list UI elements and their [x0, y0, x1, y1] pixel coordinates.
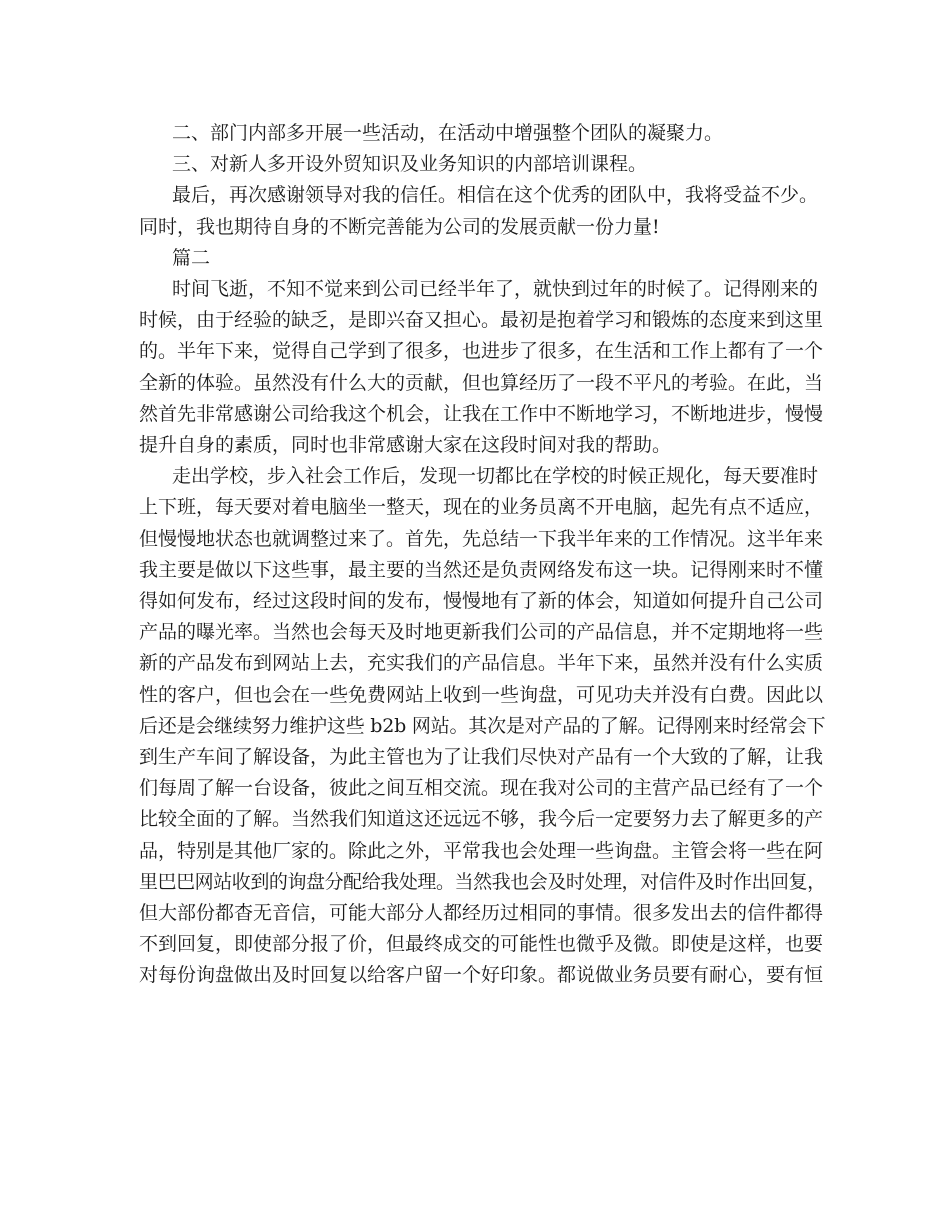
text-line: 比较全面的了解。当然我们知道这还远远不够，我今后一定要努力去了解更多的产 — [139, 808, 824, 830]
text-line: 二、部门内部多开展一些活动，在活动中增强整个团队的凝聚力。 — [172, 122, 724, 144]
text-line: 走出学校，步入社会工作后，发现一切都比在学校的时候正规化，每天要准时 — [172, 465, 819, 487]
text-line: 不到回复，即使部分报了价，但最终成交的可能性也微乎及微。即使是这样，也要 — [139, 933, 824, 955]
text-line: 时候，由于经验的缺乏，是即兴奋又担心。最初是抱着学习和锻炼的态度来到这里 — [139, 309, 824, 331]
text-line: 新的产品发布到网站上去，充实我们的产品信息。半年下来，虽然并没有什么实质 — [139, 652, 824, 674]
text-line: 产品的曝光率。当然也会每天及时地更新我们公司的产品信息，并不定期地将一些 — [139, 621, 824, 643]
text-line: 时间飞逝，不知不觉来到公司已经半年了，就快到过年的时候了。记得刚来的 — [172, 278, 819, 300]
text-line: 但大部份都杳无音信，可能大部分人都经历过相同的事情。很多发出去的信件都得 — [139, 902, 824, 924]
text-line: 三、对新人多开设外贸知识及业务知识的内部培训课程。 — [172, 153, 648, 175]
text-line: 我主要是做以下这些事，最主要的当然还是负责网络发布这一块。记得刚来时不懂 — [139, 559, 824, 581]
text-line: 后还是会继续努力维护这些 b2b 网站。其次是对产品的了解。记得刚来时经常会下 — [139, 715, 826, 737]
text-line: 品，特别是其他厂家的。除此之外，平常我也会处理一些询盘。主管会将一些在阿 — [139, 840, 824, 862]
text-line: 里巴巴网站收到的询盘分配给我处理。当然我也会及时处理，对信件及时作出回复， — [139, 871, 826, 893]
text-line: 们每周了解一台设备，彼此之间互相交流。现在我对公司的主营产品已经有了一个 — [139, 777, 824, 799]
text-line: 上下班，每天要对着电脑坐一整天，现在的业务员离不开电脑，起先有点不适应， — [139, 496, 824, 518]
text-line: 同时，我也期待自身的不断完善能为公司的发展贡献一份力量! — [139, 216, 660, 238]
text-line: 但慢慢地状态也就调整过来了。首先，先总结一下我半年来的工作情况。这半年来 — [139, 528, 824, 550]
text-line: 对每份询盘做出及时回复以给客户留一个好印象。都说做业务员要有耐心，要有恒 — [139, 964, 824, 986]
text-line: 的。半年下来，觉得自己学到了很多，也进步了很多，在生活和工作上都有了一个 — [139, 340, 824, 362]
text-line: 提升自身的素质，同时也非常感谢大家在这段时间对我的帮助。 — [139, 434, 672, 456]
section-heading: 篇二 — [172, 247, 211, 269]
text-line: 最后，再次感谢领导对我的信任。相信在这个优秀的团队中，我将受益不少。 — [172, 184, 819, 206]
text-line: 得如何发布，经过这段时间的发布，慢慢地有了新的体会，知道如何提升自己公司 — [139, 590, 824, 612]
text-line: 到生产车间了解设备，为此主管也为了让我们尽快对产品有一个大致的了解，让我 — [139, 746, 824, 768]
text-line: 全新的体验。虽然没有什么大的贡献，但也算经历了一段不平凡的考验。在此，当 — [139, 372, 824, 394]
text-line: 然首先非常感谢公司给我这个机会，让我在工作中不断地学习，不断地进步，慢慢 — [139, 403, 824, 425]
text-line: 性的客户，但也会在一些免费网站上收到一些询盘，可见功夫并没有白费。因此以 — [139, 684, 824, 706]
